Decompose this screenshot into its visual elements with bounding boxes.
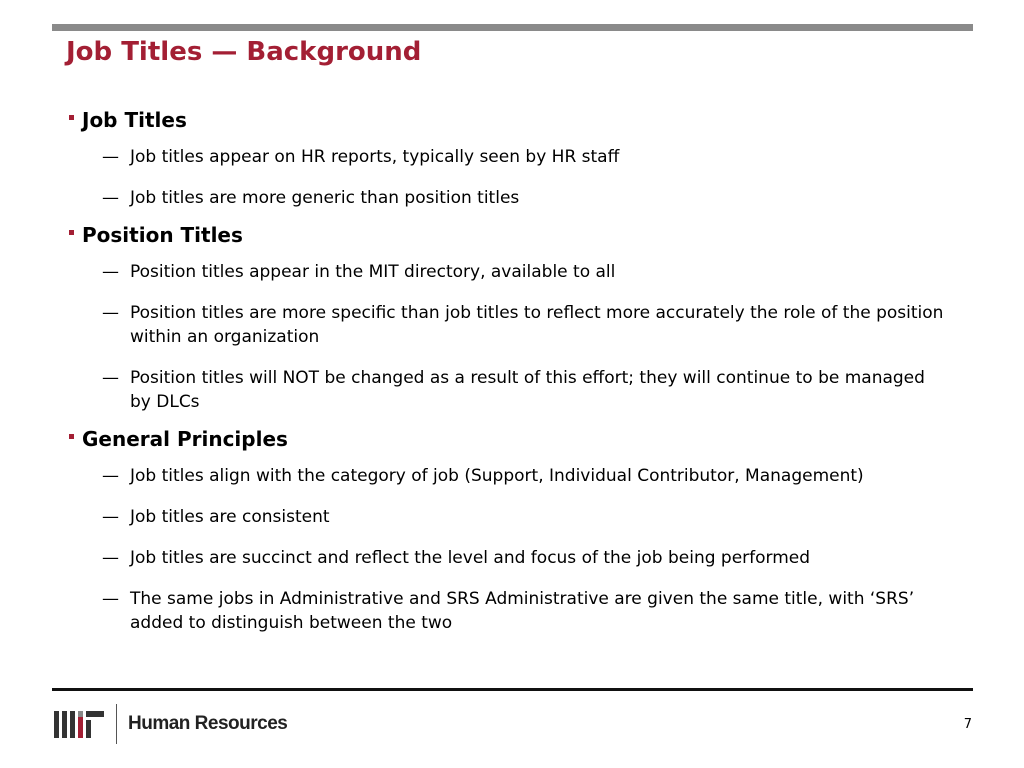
list-item bbox=[66, 587, 946, 635]
section-general-principles bbox=[66, 423, 946, 635]
list-item bbox=[66, 145, 946, 169]
dash-bullet-icon: — bbox=[102, 548, 119, 568]
dash-bullet-icon: — bbox=[102, 147, 119, 167]
section-position-titles bbox=[66, 219, 946, 414]
list-item bbox=[66, 186, 946, 210]
list-item bbox=[66, 366, 946, 414]
bottom-rule bbox=[52, 688, 973, 691]
list-item-text: Position titles will NOT be changed as a result of this effort; they will continue to be managed by DLCs bbox=[130, 368, 925, 412]
list-item bbox=[66, 546, 946, 570]
bullet-list bbox=[66, 145, 946, 210]
dash-bullet-icon: — bbox=[102, 368, 119, 388]
bullet-list bbox=[66, 260, 946, 414]
slide-body bbox=[66, 104, 946, 644]
dash-bullet-icon: — bbox=[102, 466, 119, 486]
list-item-text: Job titles align with the category of job (Support, Individual Contributor, Management) bbox=[130, 466, 864, 486]
square-bullet-icon bbox=[69, 230, 74, 235]
list-item bbox=[66, 260, 946, 284]
section-job-titles bbox=[66, 104, 946, 210]
square-bullet-icon bbox=[69, 115, 74, 120]
page-number: 7 bbox=[963, 717, 972, 732]
mit-logo-icon bbox=[54, 711, 104, 738]
department-name: Human Resources bbox=[128, 713, 288, 734]
list-item bbox=[66, 301, 946, 349]
section-heading: Position Titles bbox=[82, 223, 243, 247]
list-item-text: Position titles appear in the MIT directory, available to all bbox=[130, 262, 616, 282]
section-heading: Job Titles bbox=[82, 108, 187, 132]
footer-divider bbox=[116, 704, 117, 744]
dash-bullet-icon: — bbox=[102, 188, 119, 208]
list-item-text: Job titles are succinct and reflect the level and focus of the job being performed bbox=[130, 548, 811, 568]
section-heading: General Principles bbox=[82, 427, 288, 451]
list-item bbox=[66, 505, 946, 529]
bullet-list bbox=[66, 464, 946, 635]
dash-bullet-icon: — bbox=[102, 303, 119, 323]
dash-bullet-icon: — bbox=[102, 507, 119, 527]
list-item-text: Job titles are more generic than position titles bbox=[130, 188, 520, 208]
list-item-text: Job titles appear on HR reports, typically seen by HR staff bbox=[130, 147, 620, 167]
list-item bbox=[66, 464, 946, 488]
slide-title: Job Titles — Background bbox=[66, 37, 422, 67]
list-item-text: Position titles are more specific than job titles to reflect more accurately the role of the position within an organization bbox=[130, 303, 944, 347]
list-item-text: Job titles are consistent bbox=[130, 507, 330, 527]
dash-bullet-icon: — bbox=[102, 589, 119, 609]
top-rule bbox=[52, 24, 973, 31]
list-item-text: The same jobs in Administrative and SRS Administrative are given the same title, with ‘SRS’ added to distinguish between the two bbox=[130, 589, 915, 633]
dash-bullet-icon: — bbox=[102, 262, 119, 282]
square-bullet-icon bbox=[69, 434, 74, 439]
